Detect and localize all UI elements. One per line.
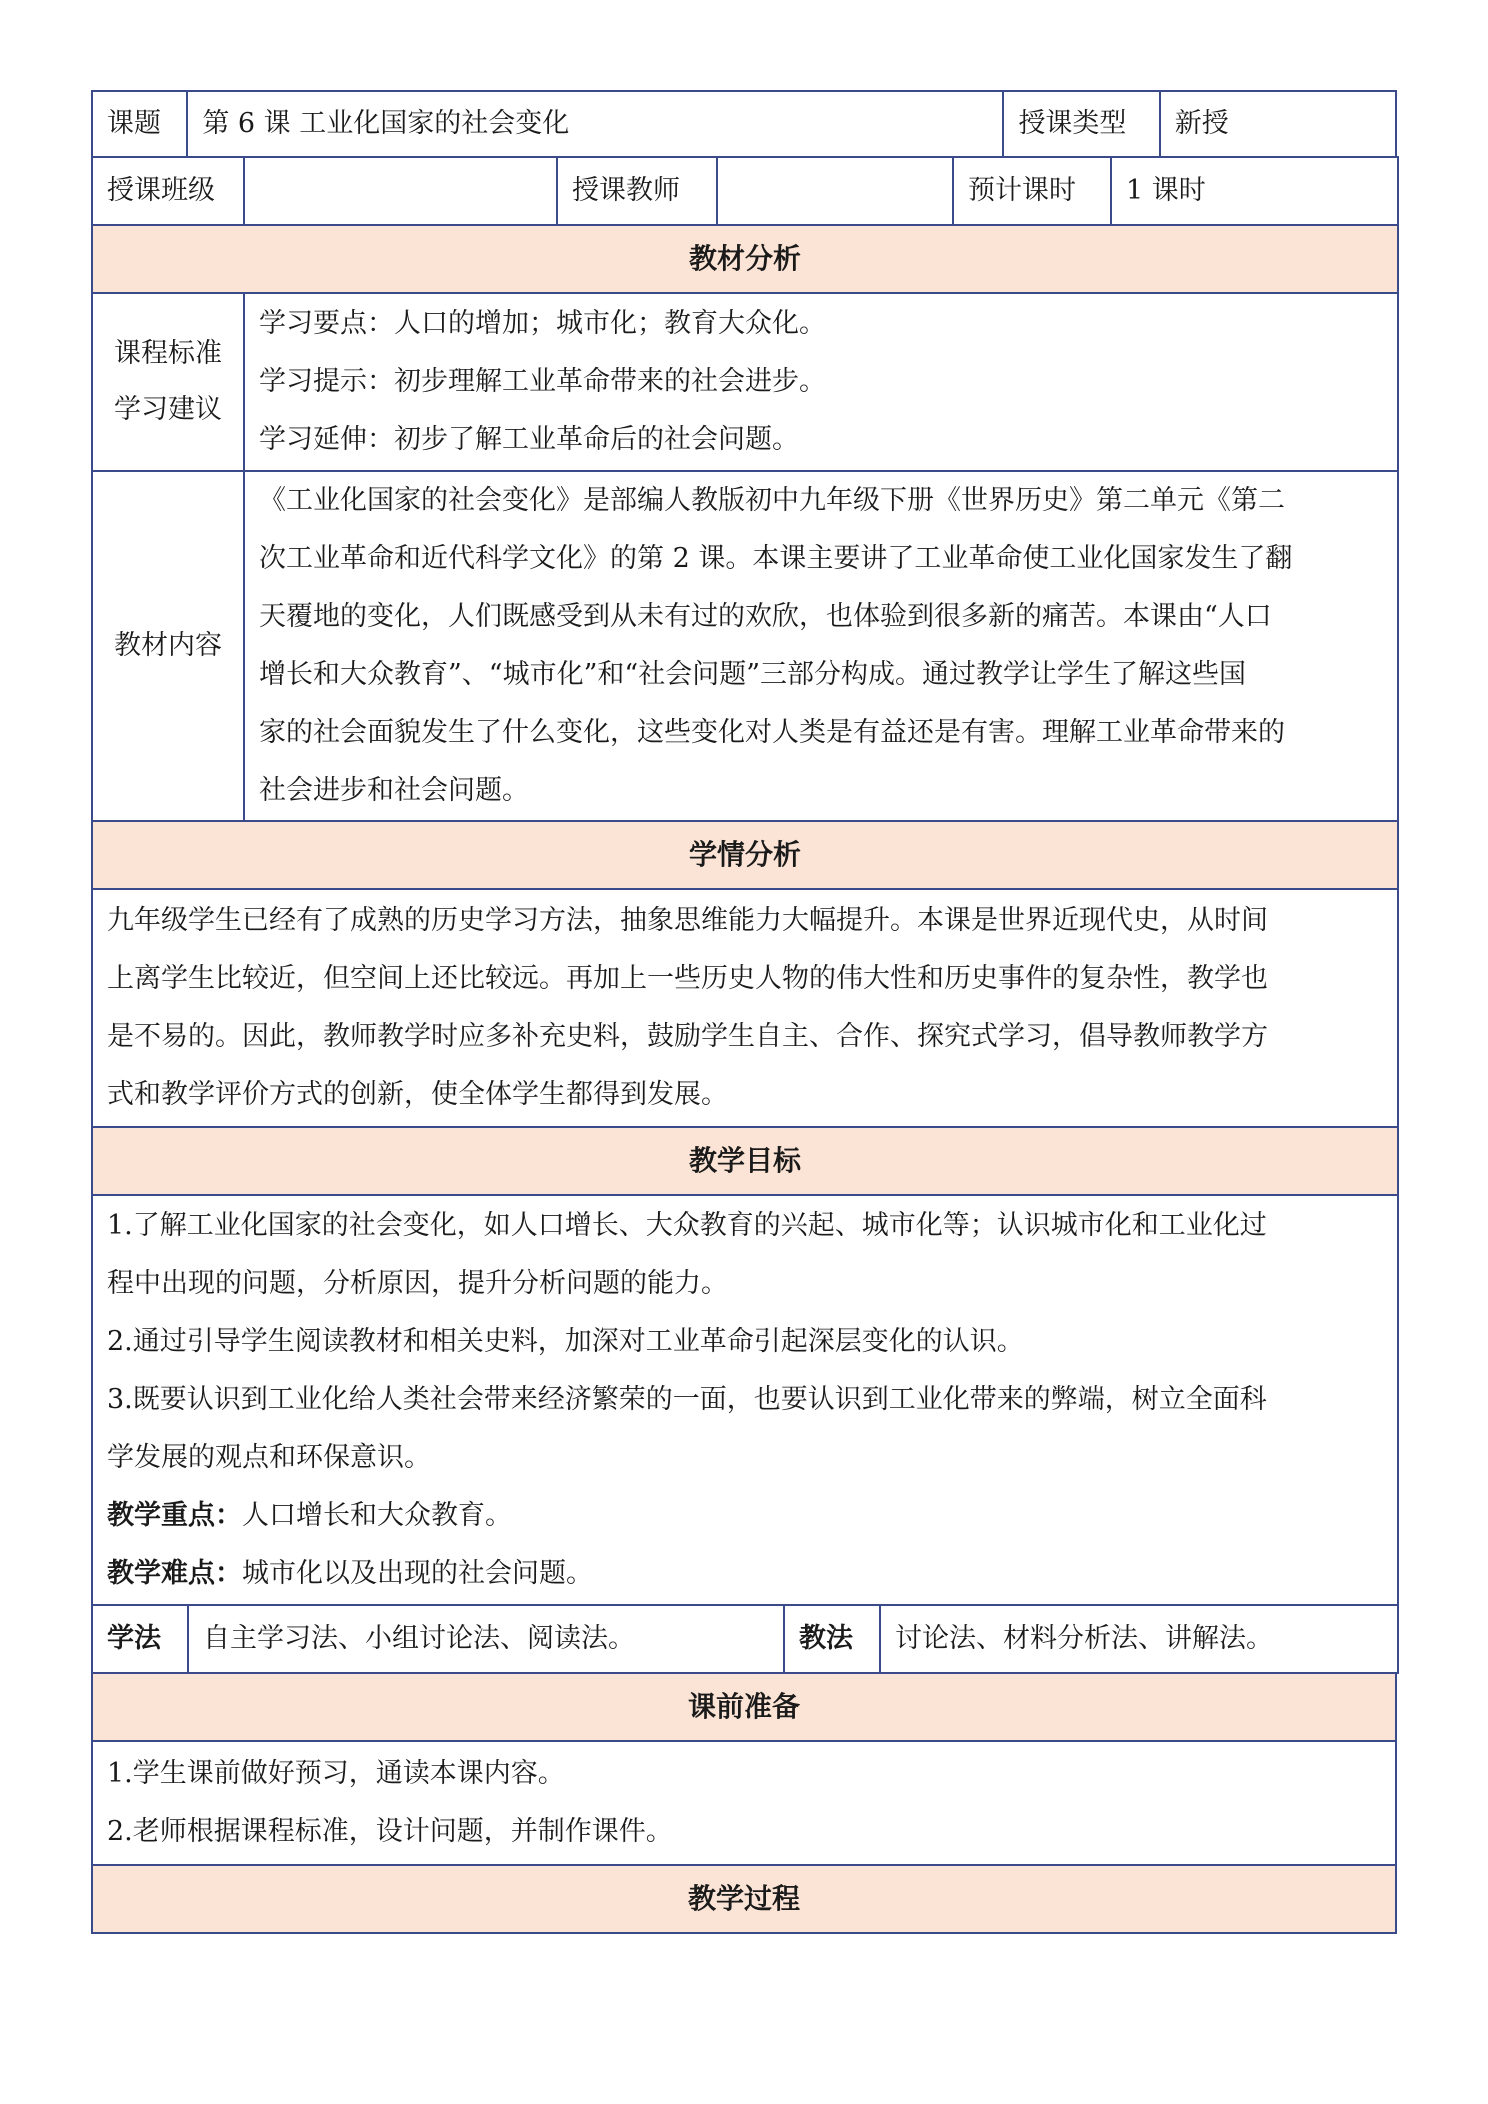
teach-method-value: 讨论法、材料分析法、讲解法。	[880, 1605, 1398, 1673]
difficult-point-text: 城市化以及出现的社会问题。	[242, 1558, 593, 1589]
key-point-label: 教学重点：	[107, 1500, 242, 1531]
prep-line: 2.老师根据课程标准，设计问题，并制作课件。	[107, 1816, 673, 1847]
prep-table	[91, 1672, 1397, 1934]
material-content-row	[92, 471, 1398, 821]
student-line: 式和教学评价方式的创新，使全体学生都得到发展。	[107, 1079, 728, 1110]
material-line: 《工业化国家的社会变化》是部编人教版初中九年级下册《世界历史》第二单元《第二	[259, 485, 1285, 516]
title-row	[92, 91, 1396, 157]
teaching-goals-header-row	[92, 1127, 1398, 1195]
goal-line: 3.既要认识到工业化给人类社会带来经济繁荣的一面，也要认识到工业化带来的弊端，树立全面科	[107, 1384, 1267, 1415]
curriculum-line: 学习要点：人口的增加；城市化；教育大众化。	[259, 308, 826, 339]
student-analysis-row	[92, 889, 1398, 1127]
goal-line: 学发展的观点和环保意识。	[107, 1442, 431, 1473]
class-label: 授课班级	[92, 157, 244, 225]
student-line: 九年级学生已经有了成熟的历史学习方法，抽象思维能力大幅提升。本课是世界近现代史，从时间	[107, 905, 1268, 936]
lesson-plan-table	[91, 90, 1397, 158]
goal-line: 2.通过引导学生阅读教材和相关史料，加深对工业革命引起深层变化的认识。	[107, 1326, 1024, 1357]
teacher-label: 授课教师	[557, 157, 717, 225]
difficult-point-label: 教学难点：	[107, 1558, 242, 1589]
student-line: 是不易的。因此，教师教学时应多补充史料，鼓励学生自主、合作、探究式学习，倡导教师教学方	[107, 1021, 1268, 1052]
info-table	[91, 156, 1399, 226]
prep-line: 1.学生课前做好预习，通读本课内容。	[107, 1758, 565, 1789]
curriculum-label	[92, 293, 244, 471]
methods-table	[91, 1604, 1399, 1674]
title-value: 第 6 课 工业化国家的社会变化	[187, 91, 1003, 157]
student-analysis-text	[92, 889, 1398, 1127]
student-line: 上离学生比较近，但空间上还比较远。再加上一些历史人物的伟大性和历史事件的复杂性，教学也	[107, 963, 1268, 994]
study-method-label: 学法	[92, 1605, 188, 1673]
student-analysis-header-row	[92, 821, 1398, 889]
key-point	[107, 1487, 1383, 1545]
study-method-value: 自主学习法、小组讨论法、阅读法。	[188, 1605, 784, 1673]
preparation-text	[92, 1741, 1396, 1865]
preparation-row	[92, 1741, 1396, 1865]
class-value	[244, 157, 557, 225]
teaching-goals-row	[92, 1195, 1398, 1605]
teaching-goals-header: 教学目标	[92, 1127, 1398, 1195]
material-line: 社会进步和社会问题。	[259, 775, 529, 806]
goal-line: 1.了解工业化国家的社会变化，如人口增长、大众教育的兴起、城市化等；认识城市化和工业化过	[107, 1210, 1267, 1241]
material-line: 次工业革命和近代科学文化》的第 2 课。本课主要讲了工业革命使工业化国家发生了翻	[259, 543, 1293, 574]
preparation-header: 课前准备	[92, 1673, 1396, 1741]
process-header-row	[92, 1865, 1396, 1933]
difficult-point	[107, 1545, 1383, 1603]
curriculum-content	[244, 293, 1398, 471]
hours-value: 1 课时	[1111, 157, 1398, 225]
curriculum-label-line2: 学习建议	[114, 394, 222, 425]
goal-line: 程中出现的问题，分析原因，提升分析问题的能力。	[107, 1268, 728, 1299]
student-analysis-header: 学情分析	[92, 821, 1398, 889]
title-label: 课题	[92, 91, 187, 157]
hours-label: 预计课时	[953, 157, 1111, 225]
curriculum-line: 学习延伸：初步了解工业革命后的社会问题。	[259, 424, 799, 455]
material-analysis-header-row	[92, 225, 1398, 293]
material-content-text	[244, 471, 1398, 821]
curriculum-line: 学习提示：初步理解工业革命带来的社会进步。	[259, 366, 826, 397]
main-table	[91, 224, 1399, 1606]
curriculum-label-line1: 课程标准	[114, 338, 222, 369]
material-line: 家的社会面貌发生了什么变化，这些变化对人类是有益还是有害。理解工业革命带来的	[259, 717, 1285, 748]
info-row	[92, 157, 1398, 225]
methods-row	[92, 1605, 1398, 1673]
teacher-value	[717, 157, 953, 225]
process-header: 教学过程	[92, 1865, 1396, 1933]
curriculum-row	[92, 293, 1398, 471]
type-label: 授课类型	[1003, 91, 1159, 157]
preparation-header-row	[92, 1673, 1396, 1741]
material-content-label: 教材内容	[92, 471, 244, 821]
teach-method-label: 教法	[784, 1605, 880, 1673]
material-line: 天覆地的变化，人们既感受到从未有过的欢欣，也体验到很多新的痛苦。本课由“人口	[259, 601, 1272, 632]
key-point-text: 人口增长和大众教育。	[242, 1500, 512, 1531]
type-value: 新授	[1160, 91, 1396, 157]
teaching-goals-text	[92, 1195, 1398, 1605]
material-analysis-header: 教材分析	[92, 225, 1398, 293]
lesson-plan	[91, 90, 1397, 1934]
material-line: 增长和大众教育”、“城市化”和“社会问题”三部分构成。通过教学让学生了解这些国	[259, 659, 1247, 690]
